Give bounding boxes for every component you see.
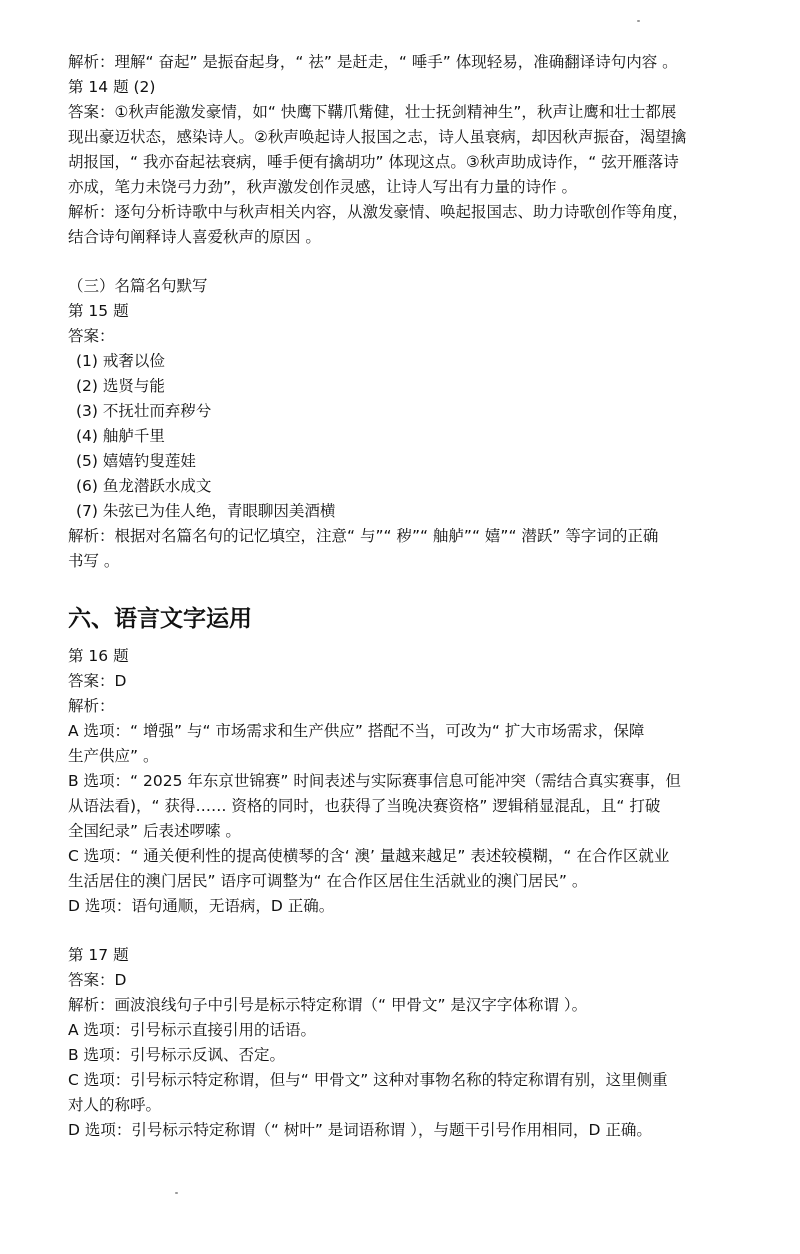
q15-answer-item: (4) 舳舻千里 <box>76 427 165 445</box>
q15-answer-label: 答案： <box>68 327 115 345</box>
q13-analysis-block <box>68 50 758 250</box>
q14-answer-line: 亦成，笔力未饶弓力劲”，秋声激发创作灵感，让诗人写出有力量的诗作 。 <box>68 178 577 196</box>
q17-block <box>68 943 758 1143</box>
q16-option-line: D 选项：语句通顺，无语病，D 正确。 <box>68 897 335 915</box>
q15-answer-item: (7) 朱弦已为佳人绝，青眼聊因美酒横 <box>76 502 336 520</box>
q16-option-line: C 选项：“ 通关便利性的提高使横琴的含‘ 澳’ 量越来越足” 表述较模糊，“ 在合作区就业 <box>68 847 670 865</box>
q17-option-line: D 选项：引号标示特定称谓（“ 树叶” 是词语称谓 ），与题干引号作用相同，D 正确。 <box>68 1121 652 1139</box>
q16-option-line: B 选项：“ 2025 年东京世锦赛” 时间表述与实际赛事信息可能冲突（需结合真实赛事，但 <box>68 772 681 790</box>
scan-speck <box>175 1192 178 1194</box>
q16-option-line: 生产供应” 。 <box>68 747 159 765</box>
q15-analysis-line: 解析：根据对名篇名句的记忆填空，注意“ 与”“ 秽”“ 舳舻”“ 嬉”“ 潜跃” 等字词的正确 <box>68 527 659 545</box>
q16-option-line: 从语法看)，“ 获得…… 资格的同时，也获得了当晚决赛资格” 逻辑稍显混乱，且“ 打破 <box>68 797 661 815</box>
q16-option-line: A 选项：“ 增强” 与“ 市场需求和生产供应” 搭配不当，可改为“ 扩大市场需求，保障 <box>68 722 645 740</box>
q16-block <box>68 644 758 919</box>
q17-analysis-line: 解析：画波浪线句子中引号是标示特定称谓（“ 甲骨文” 是汉字字体称谓 ）。 <box>68 996 588 1014</box>
q15-answer-item: (6) 鱼龙潜跃水成文 <box>76 477 212 495</box>
q15-answer-item: (2) 选贤与能 <box>76 377 165 395</box>
q16-answer: 答案：D <box>68 672 127 690</box>
q17-option-line: A 选项：引号标示直接引用的话语。 <box>68 1021 317 1039</box>
q16-option-line: 生活居住的澳门居民” 语序可调整为“ 在合作区居住生活就业的澳门居民” 。 <box>68 872 588 890</box>
q15-analysis-line: 书写 。 <box>68 552 120 570</box>
q15-answer-item: (1) 戒奢以俭 <box>76 352 165 370</box>
scan-speck <box>637 20 640 22</box>
q14-answer-line: 答案：①秋声能激发豪情，如“ 快鹰下鞲爪觜健，壮士抚剑精神生”，秋声让鹰和壮士都展 <box>68 103 677 121</box>
document-page <box>68 50 758 1143</box>
q17-option-line: B 选项：引号标示反讽、否定。 <box>68 1046 286 1064</box>
q14-analysis-line: 结合诗句阐释诗人喜爱秋声的原因 。 <box>68 228 321 246</box>
q17-title: 第 17 题 <box>68 946 129 964</box>
section-heading: 六、语言文字运用 <box>68 606 252 632</box>
q15-title: 第 15 题 <box>68 302 129 320</box>
q15-answer-item: (5) 嬉嬉钓叟莲娃 <box>76 452 196 470</box>
q16-title: 第 16 题 <box>68 647 129 665</box>
q14-analysis-line: 解析：逐句分析诗歌中与秋声相关内容，从激发豪情、唤起报国志、助力诗歌创作等角度， <box>68 203 689 221</box>
q16-analysis-label: 解析： <box>68 697 115 715</box>
subsection-heading: （三）名篇名句默写 <box>68 277 208 295</box>
q14-answer-line: 胡报国，“ 我亦奋起祛衰病，唾手便有擒胡功” 体现这点。③秋声助成诗作，“ 弦开雁落诗 <box>68 153 679 171</box>
q15-block <box>68 274 758 574</box>
q14-answer-line: 现出豪迈状态，感染诗人。②秋声唤起诗人报国之志，诗人虽衰病，却因秋声振奋，渴望擒 <box>68 128 687 146</box>
q16-option-line: 全国纪录” 后表述啰嗦 。 <box>68 822 241 840</box>
q13-analysis-line: 解析：理解“ 奋起” 是振奋起身，“ 祛” 是赶走，“ 唾手” 体现轻易，准确翻译诗句内容 。 <box>68 53 678 71</box>
q14-title: 第 14 题 (2) <box>68 78 156 96</box>
q17-option-line: C 选项：引号标示特定称谓，但与“ 甲骨文” 这种对事物名称的特定称谓有别，这里侧重 <box>68 1071 668 1089</box>
q17-option-line: 对人的称呼。 <box>68 1096 162 1114</box>
q17-answer: 答案：D <box>68 971 127 989</box>
q15-answer-item: (3) 不抚壮而弃秽兮 <box>76 402 212 420</box>
